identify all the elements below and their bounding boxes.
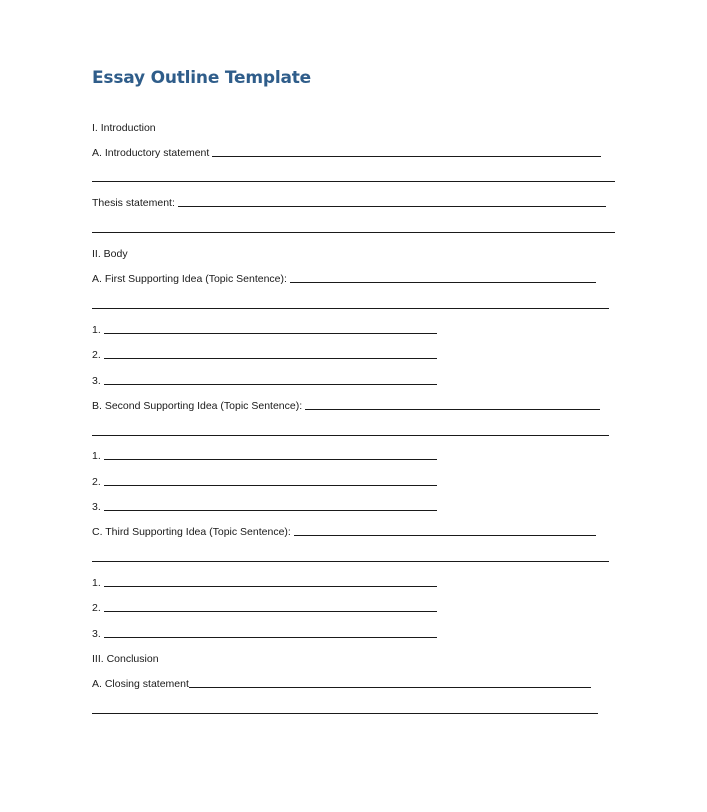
second-idea-field[interactable] [305,409,600,410]
third-idea-item-3 [92,622,437,640]
second-idea-item-1-field[interactable] [104,459,437,460]
thesis-statement-label: Thesis statement: [92,197,175,209]
intro-heading-label: I. Introduction [92,122,156,134]
second-idea-item-2-field[interactable] [104,485,437,486]
first-idea-item-2 [92,343,437,361]
closing-continuation-field[interactable] [92,713,598,714]
third-idea-continuation-field[interactable] [92,561,609,562]
closing-statement-row [92,672,591,690]
third-idea-item-1 [92,571,437,589]
conclusion-heading-label: III. Conclusion [92,653,159,665]
first-idea-item-1-field[interactable] [104,333,437,334]
introductory-statement-label: A. Introductory statement [92,147,210,159]
closing-statement-label: A. Closing statement [92,678,189,690]
first-idea-item-3-field[interactable] [104,384,437,385]
item-number: 3. [92,628,101,640]
first-idea-item-2-field[interactable] [104,358,437,359]
first-idea-row [92,267,596,285]
item-number: 3. [92,375,101,387]
first-idea-label: A. First Supporting Idea (Topic Sentence): [92,273,287,285]
page-title: Essay Outline Template [92,68,311,88]
third-idea-field[interactable] [294,535,596,536]
second-idea-label: B. Second Supporting Idea (Topic Sentence): [92,400,303,412]
item-number: 1. [92,324,101,336]
second-idea-item-3-field[interactable] [104,510,437,511]
first-idea-continuation-field[interactable] [92,308,609,309]
second-idea-row [92,394,600,412]
introductory-statement-row [92,141,601,159]
second-idea-continuation-row [92,420,609,438]
introductory-continuation-field[interactable] [92,181,615,182]
thesis-continuation-row [92,217,615,235]
item-number: 2. [92,602,101,614]
first-idea-item-3 [92,369,437,387]
introductory-statement-field[interactable] [212,156,601,157]
third-idea-item-1-field[interactable] [104,586,437,587]
conclusion-heading [92,647,159,665]
intro-heading [92,116,156,134]
item-number: 2. [92,476,101,488]
body-heading-label: II. Body [92,248,128,260]
closing-continuation-row [92,698,598,716]
second-idea-item-3 [92,495,437,513]
thesis-statement-row [92,191,606,209]
third-idea-label: C. Third Supporting Idea (Topic Sentence): [92,526,291,538]
introductory-continuation-row [92,166,615,184]
item-number: 2. [92,349,101,361]
first-idea-continuation-row [92,293,609,311]
first-idea-field[interactable] [290,282,596,283]
second-idea-continuation-field[interactable] [92,435,609,436]
third-idea-item-2-field[interactable] [104,611,437,612]
third-idea-continuation-row [92,546,609,564]
thesis-statement-field[interactable] [178,206,606,207]
item-number: 1. [92,450,101,462]
third-idea-item-2 [92,596,437,614]
item-number: 3. [92,501,101,513]
item-number: 1. [92,577,101,589]
body-heading [92,242,128,260]
first-idea-item-1 [92,318,437,336]
second-idea-item-1 [92,444,437,462]
third-idea-row [92,520,596,538]
thesis-continuation-field[interactable] [92,232,615,233]
closing-statement-field[interactable] [189,687,591,688]
second-idea-item-2 [92,470,437,488]
third-idea-item-3-field[interactable] [104,637,437,638]
